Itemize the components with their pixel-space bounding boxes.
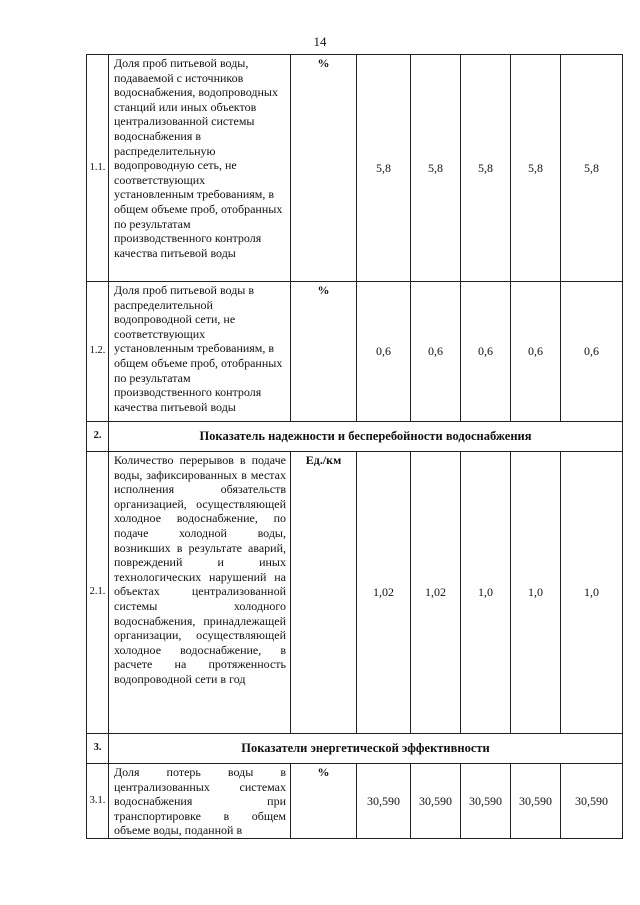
section-header-row [87, 422, 623, 452]
section-number: 2. [87, 422, 109, 452]
table-row [87, 55, 623, 282]
value-cell: 0,6 [561, 282, 623, 422]
value-cell: 5,8 [511, 55, 561, 282]
section-title: Показатель надежности и бесперебойности водоснабжения [109, 422, 623, 452]
indicator-description: Количество перерывов в подаче воды, зафиксированных в местах исполнения обязательств организацией, осуществляющей холодное водоснабжение, по подаче холодной воды, возникших в результате аварий, повреждений и иных технологических нарушений на объектах централизованной системы холодного водоснабжения, принадлежащей организации, осуществляющей холодное водоснабжение, в расчете на протяженность водопроводной сети в год [109, 452, 291, 734]
value-cell: 30,590 [561, 764, 623, 839]
value-cell: 1,02 [357, 452, 411, 734]
value-cell: 0,6 [461, 282, 511, 422]
section-header-row [87, 734, 623, 764]
page-number: 14 [313, 34, 327, 49]
value-cell: 30,590 [461, 764, 511, 839]
value-cell: 1,0 [561, 452, 623, 734]
unit-cell: Ед./км [291, 452, 357, 734]
value-cell: 1,0 [511, 452, 561, 734]
value-cell: 30,590 [511, 764, 561, 839]
indicator-description: Доля потерь воды в централизованных системах водоснабжения при транспортировке в общем объеме воды, поданной в [109, 764, 291, 839]
row-number: 3.1. [87, 764, 109, 839]
row-number: 2.1. [87, 452, 109, 734]
value-cell: 5,8 [411, 55, 461, 282]
value-cell: 0,6 [357, 282, 411, 422]
value-cell: 30,590 [357, 764, 411, 839]
table-row [87, 452, 623, 734]
row-number: 1.2. [87, 282, 109, 422]
row-number: 1.1. [87, 55, 109, 282]
table-row [87, 282, 623, 422]
indicator-description: Доля проб питьевой воды в распределительной водопроводной сети, не соответствующих установленным требованиям, в общем объеме проб, отобранных по результатам производственного контроля качества питьевой воды [109, 282, 291, 422]
section-number: 3. [87, 734, 109, 764]
value-cell: 0,6 [511, 282, 561, 422]
unit-cell: % [291, 55, 357, 282]
value-cell: 5,8 [357, 55, 411, 282]
value-cell: 1,02 [411, 452, 461, 734]
table-row [87, 764, 623, 839]
indicators-table [86, 54, 623, 839]
section-title: Показатели энергетической эффективности [109, 734, 623, 764]
value-cell: 5,8 [561, 55, 623, 282]
value-cell: 30,590 [411, 764, 461, 839]
value-cell: 0,6 [411, 282, 461, 422]
value-cell: 5,8 [461, 55, 511, 282]
value-cell: 1,0 [461, 452, 511, 734]
unit-cell: % [291, 282, 357, 422]
unit-cell: % [291, 764, 357, 839]
indicator-description: Доля проб питьевой воды, подаваемой с источников водоснабжения, водопроводных станций или иных объектов централизованной системы водоснабжения в распределительную водопроводную сеть, не соответствующих установленным требованиям, в общем объеме проб, отобранных по результатам производственного контроля качества питьевой воды [109, 55, 291, 282]
